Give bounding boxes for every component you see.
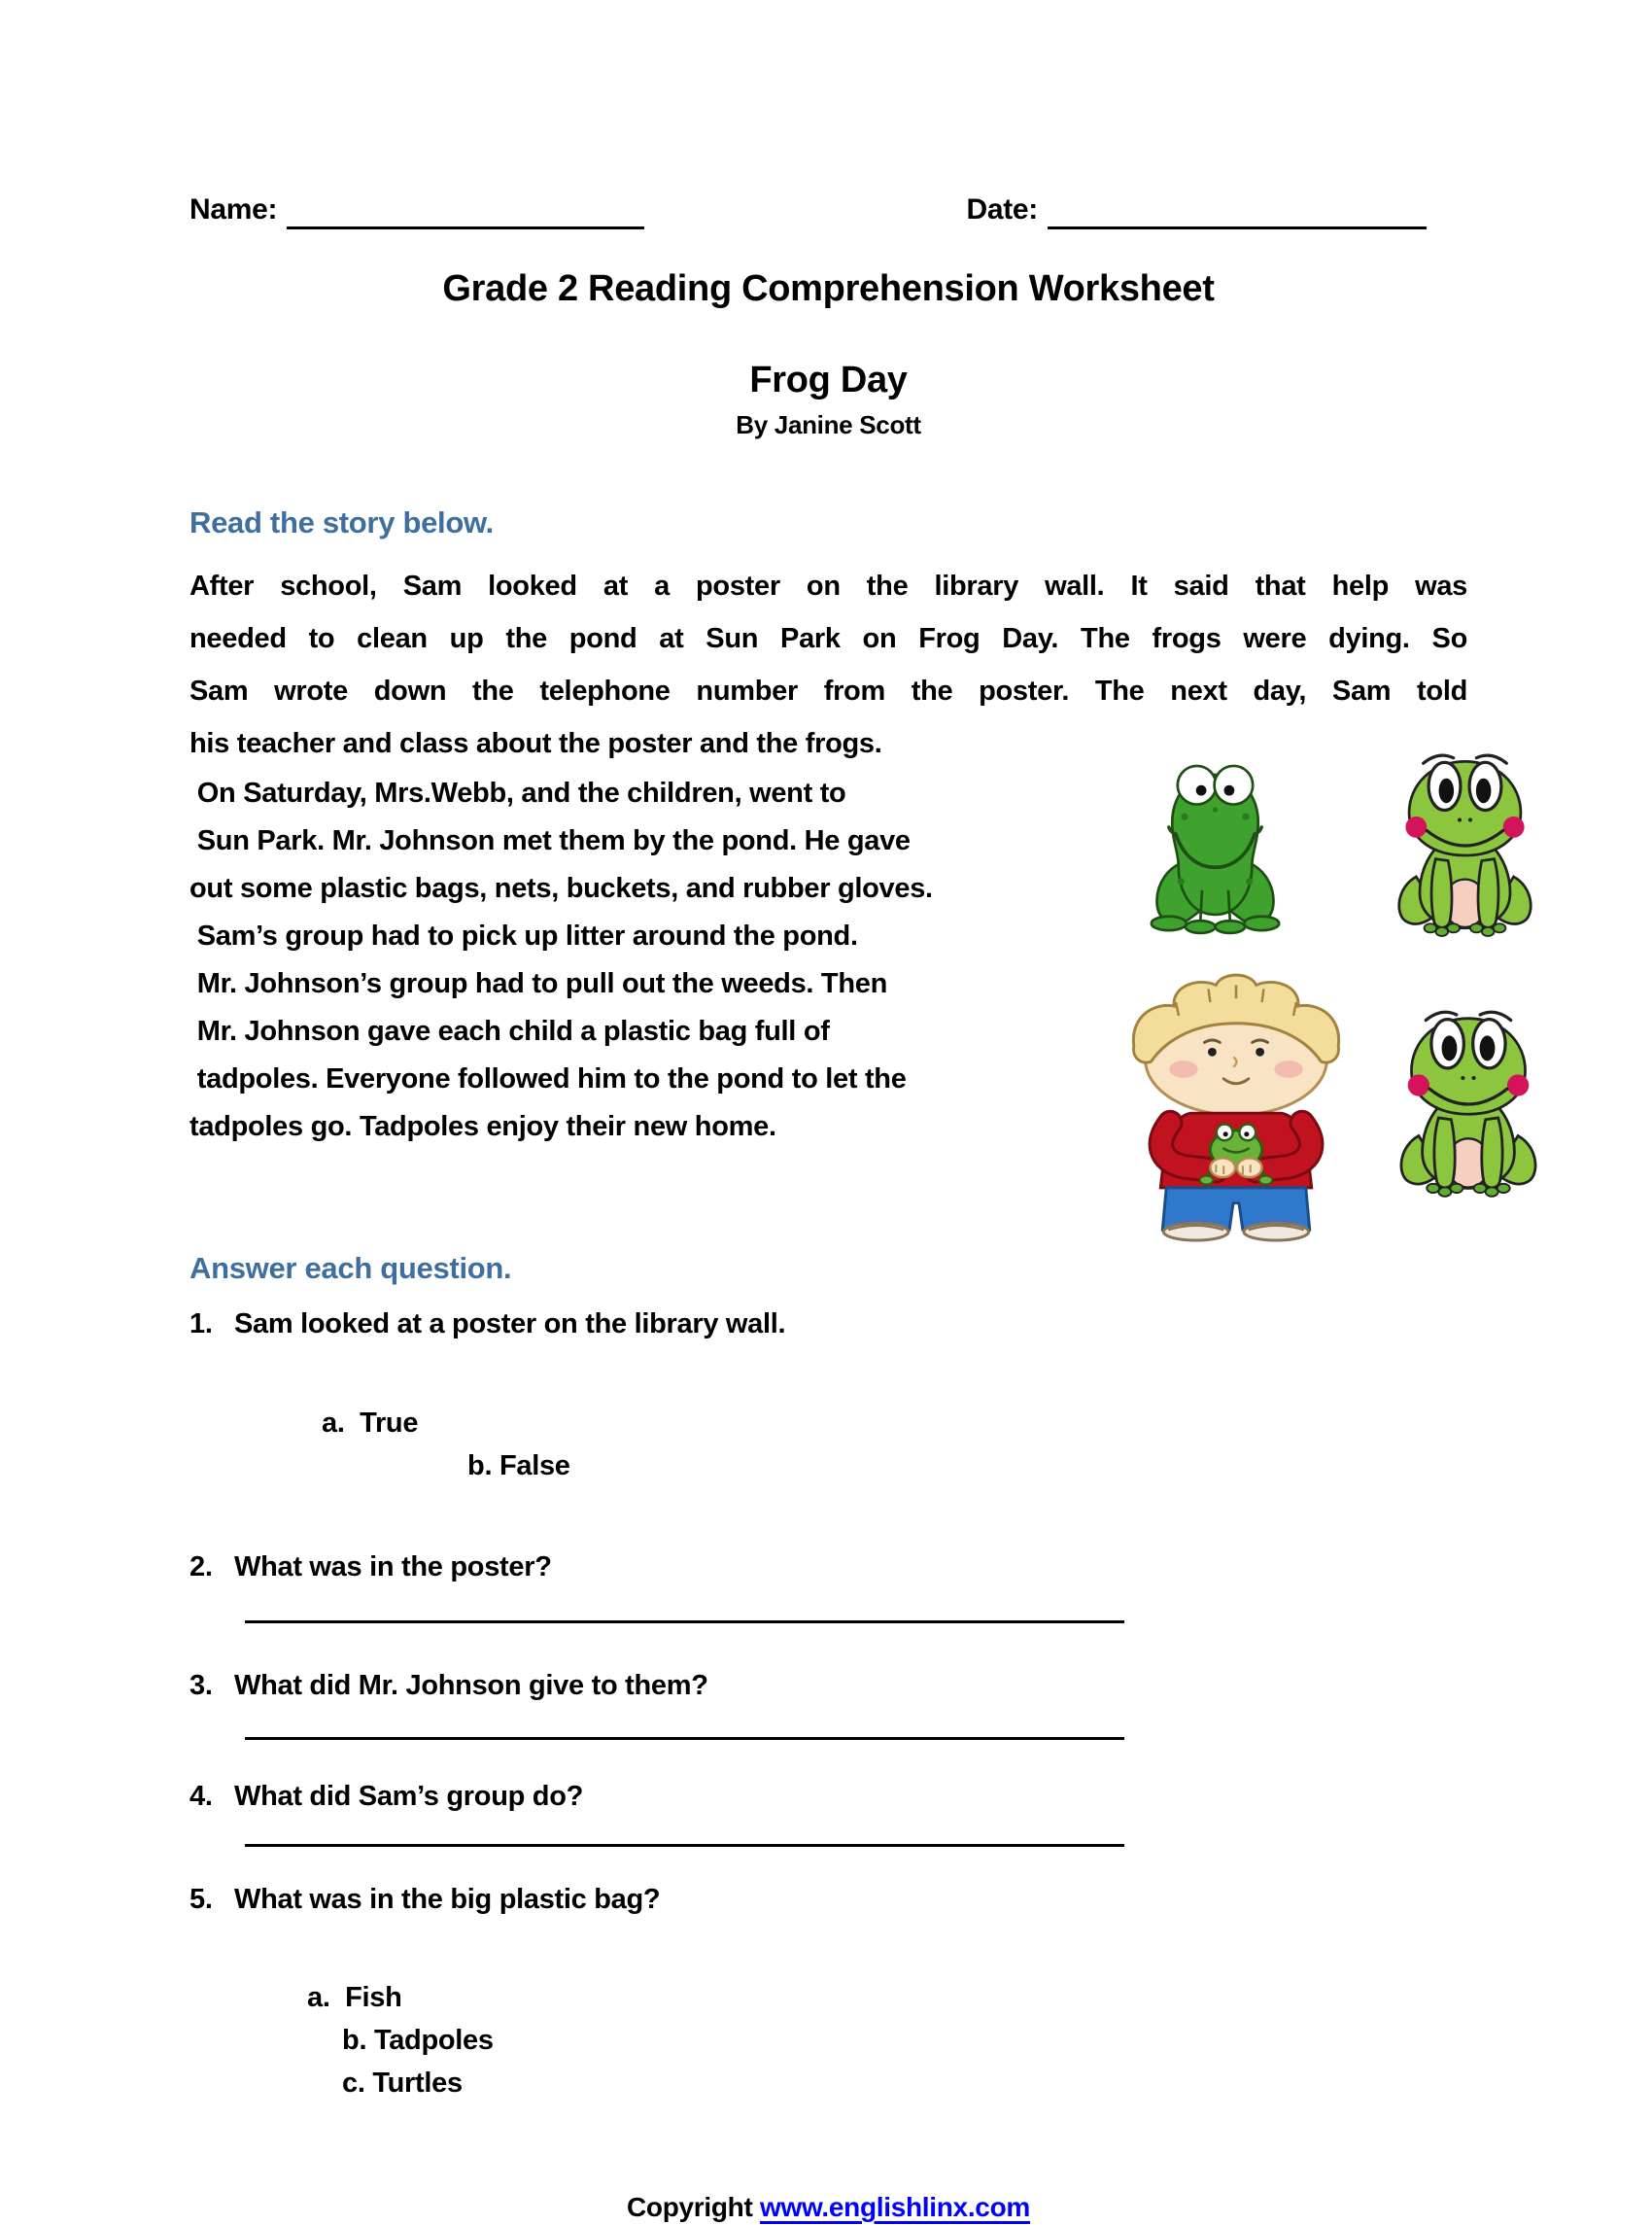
question-number: 1.	[189, 1308, 213, 1339]
option-false: b. False	[467, 1450, 570, 1481]
question-number: 2.	[189, 1551, 213, 1582]
answer-line	[245, 1844, 1124, 1847]
date-blank-line	[1048, 193, 1427, 229]
answer-line	[245, 1737, 1124, 1740]
footer	[189, 2190, 1467, 2225]
sitting-green-frog-image	[1150, 752, 1281, 945]
story-line: needed to clean up the pond at Sun Park on Frog Day. The frogs were dying. So	[189, 623, 1467, 654]
byline: By Janine Scott	[736, 410, 921, 439]
story-line: Mr. Johnson gave each child a plastic bag full of	[189, 1016, 830, 1047]
big-eyed-frog-image-bottom	[1392, 974, 1545, 1234]
question-2	[189, 1546, 1467, 1588]
header-row	[189, 191, 1467, 229]
story-line: Sam wrote down the telephone number from the poster. The next day, Sam told	[189, 676, 1467, 707]
story-row	[189, 770, 1467, 1239]
option-fish: a. Fish	[307, 1982, 402, 2013]
option-tadpoles: b. Tadpoles	[342, 2025, 494, 2056]
option-turtles: c. Turtles	[342, 2068, 463, 2099]
question-text: Sam looked at a poster on the library wall.	[234, 1308, 786, 1339]
date-field	[966, 191, 1427, 229]
story-paragraph-narrow	[189, 770, 1108, 1239]
option-true: a. True	[322, 1408, 419, 1439]
question-text: What was in the big plastic bag?	[234, 1884, 661, 1915]
story-line: On Saturday, Mrs.Webb, and the children, went to	[189, 778, 846, 809]
story-line: his teacher and class about the poster and the frogs.	[189, 728, 882, 759]
question-1	[189, 1303, 1467, 1345]
read-story-heading: Read the story below.	[189, 505, 494, 539]
question-4	[189, 1775, 1467, 1818]
question-number: 4.	[189, 1781, 213, 1812]
name-label: Name:	[189, 193, 278, 226]
question-number: 3.	[189, 1670, 213, 1701]
question-5-options	[189, 1933, 1467, 2147]
worksheet-title: Grade 2 Reading Comprehension Worksheet	[442, 268, 1215, 309]
answer-line	[245, 1620, 1124, 1623]
question-number: 5.	[189, 1884, 213, 1915]
story-line: out some plastic bags, nets, buckets, and rubber gloves.	[189, 873, 933, 904]
big-eyed-frog-image-top	[1390, 743, 1540, 949]
name-field	[189, 191, 644, 229]
story-line: Mr. Johnson’s group had to pull out the weeds. Then	[189, 968, 888, 999]
copyright-label: Copyright	[627, 2192, 760, 2222]
question-text: What did Mr. Johnson give to them?	[234, 1670, 708, 1701]
story-line: Sun Park. Mr. Johnson met them by the pond. He gave	[189, 825, 911, 856]
story-line: tadpoles. Everyone followed him to the pond to let the	[189, 1063, 907, 1095]
story-line: tadpoles go. Tadpoles enjoy their new home.	[189, 1111, 776, 1142]
englishlinx-link[interactable]: www.englishlinx.com	[760, 2192, 1030, 2222]
question-text: What did Sam’s group do?	[234, 1781, 584, 1812]
story-line: After school, Sam looked at a poster on the library wall. It said that help was	[189, 571, 1467, 602]
name-blank-line	[287, 193, 644, 229]
story-title: Frog Day	[749, 360, 908, 400]
answer-questions-heading: Answer each question.	[189, 1251, 512, 1285]
boy-holding-frog-image	[1116, 953, 1357, 1239]
date-label: Date:	[966, 193, 1038, 226]
question-text: What was in the poster?	[234, 1551, 552, 1582]
clipart-grid	[1108, 731, 1550, 1239]
question-3	[189, 1664, 1467, 1707]
question-5	[189, 1878, 1467, 1921]
story-line: Sam’s group had to pick up litter around the pond.	[189, 921, 858, 952]
question-1-options	[189, 1359, 1467, 1530]
